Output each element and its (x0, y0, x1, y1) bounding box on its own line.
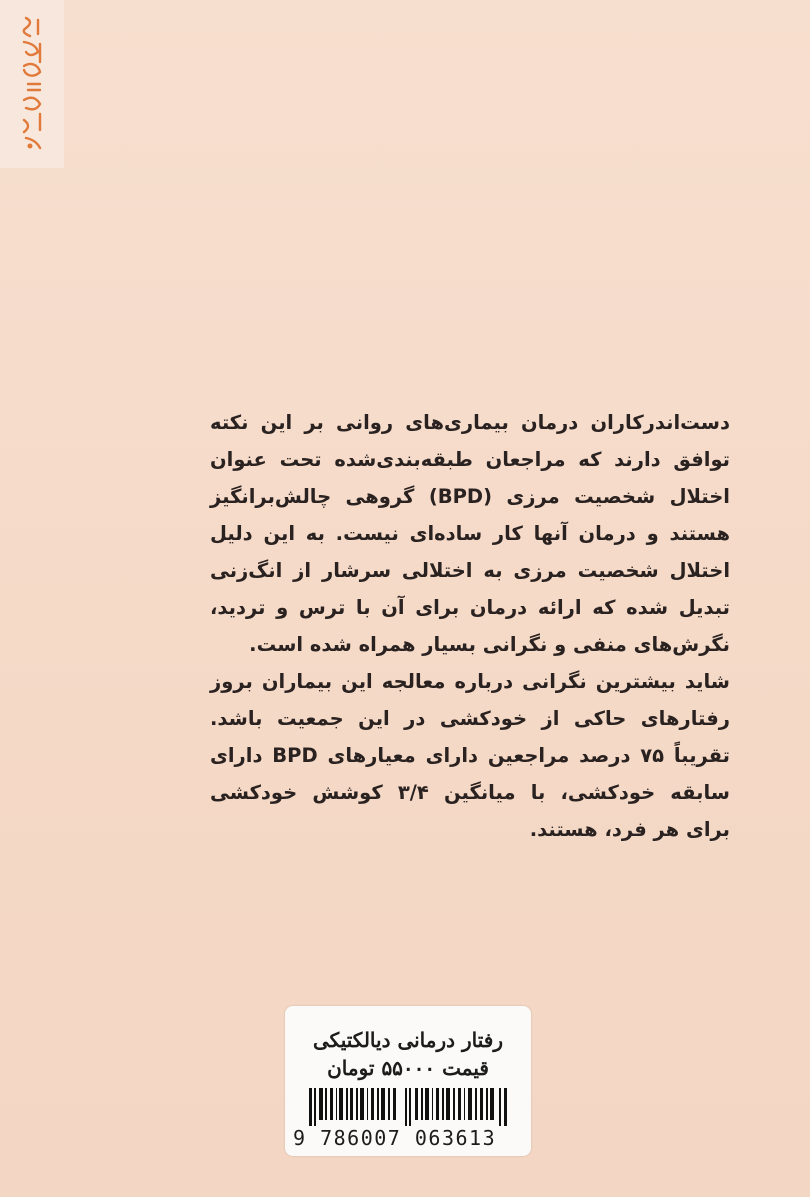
spine-strip (0, 0, 64, 168)
sticker-price: قیمت ۵۵۰۰۰ تومان (327, 1056, 489, 1080)
barcode-icon (309, 1088, 509, 1126)
publisher-logo-icon (18, 14, 48, 154)
back-cover-blurb (210, 404, 730, 848)
isbn-digits: 9 786007 063613 (293, 1126, 497, 1150)
blurb-paragraph-1: دست‌اندرکاران درمان بیماری‌های روانی بر این نکته توافق دارند که مراجعان طبقه‌بندی‌شده تحت عنوان اختلال شخصیت مرزی (BPD) گروهی چالش‌برانگیز هستند و درمان آنها کار ساده‌ای نیست. به این دلیل اختلال شخصیت مرزی به اختلالی سرشار از انگ‌زنی تبدیل شده که ارائه درمان برای آن با ترس و تردید، نگرش‌های منفی و نگرانی بسیار همراه شده است. (210, 411, 730, 656)
sticker-book-title: رفتار درمانی دیالکتیکی (312, 1028, 504, 1052)
blurb-paragraph-2: شاید بیشترین نگرانی درباره معالجه این بیماران بروز رفتارهای حاکی از خودکشی در این جمعیت باشد. تقریباً ۷۵ درصد مراجعین دارای معیارهای BPD دارای سابقه خودکشی، با میانگین ۳/۴ کوشش خودکشی برای هر فرد، هستند. (210, 670, 730, 841)
price-sticker (285, 1006, 531, 1156)
